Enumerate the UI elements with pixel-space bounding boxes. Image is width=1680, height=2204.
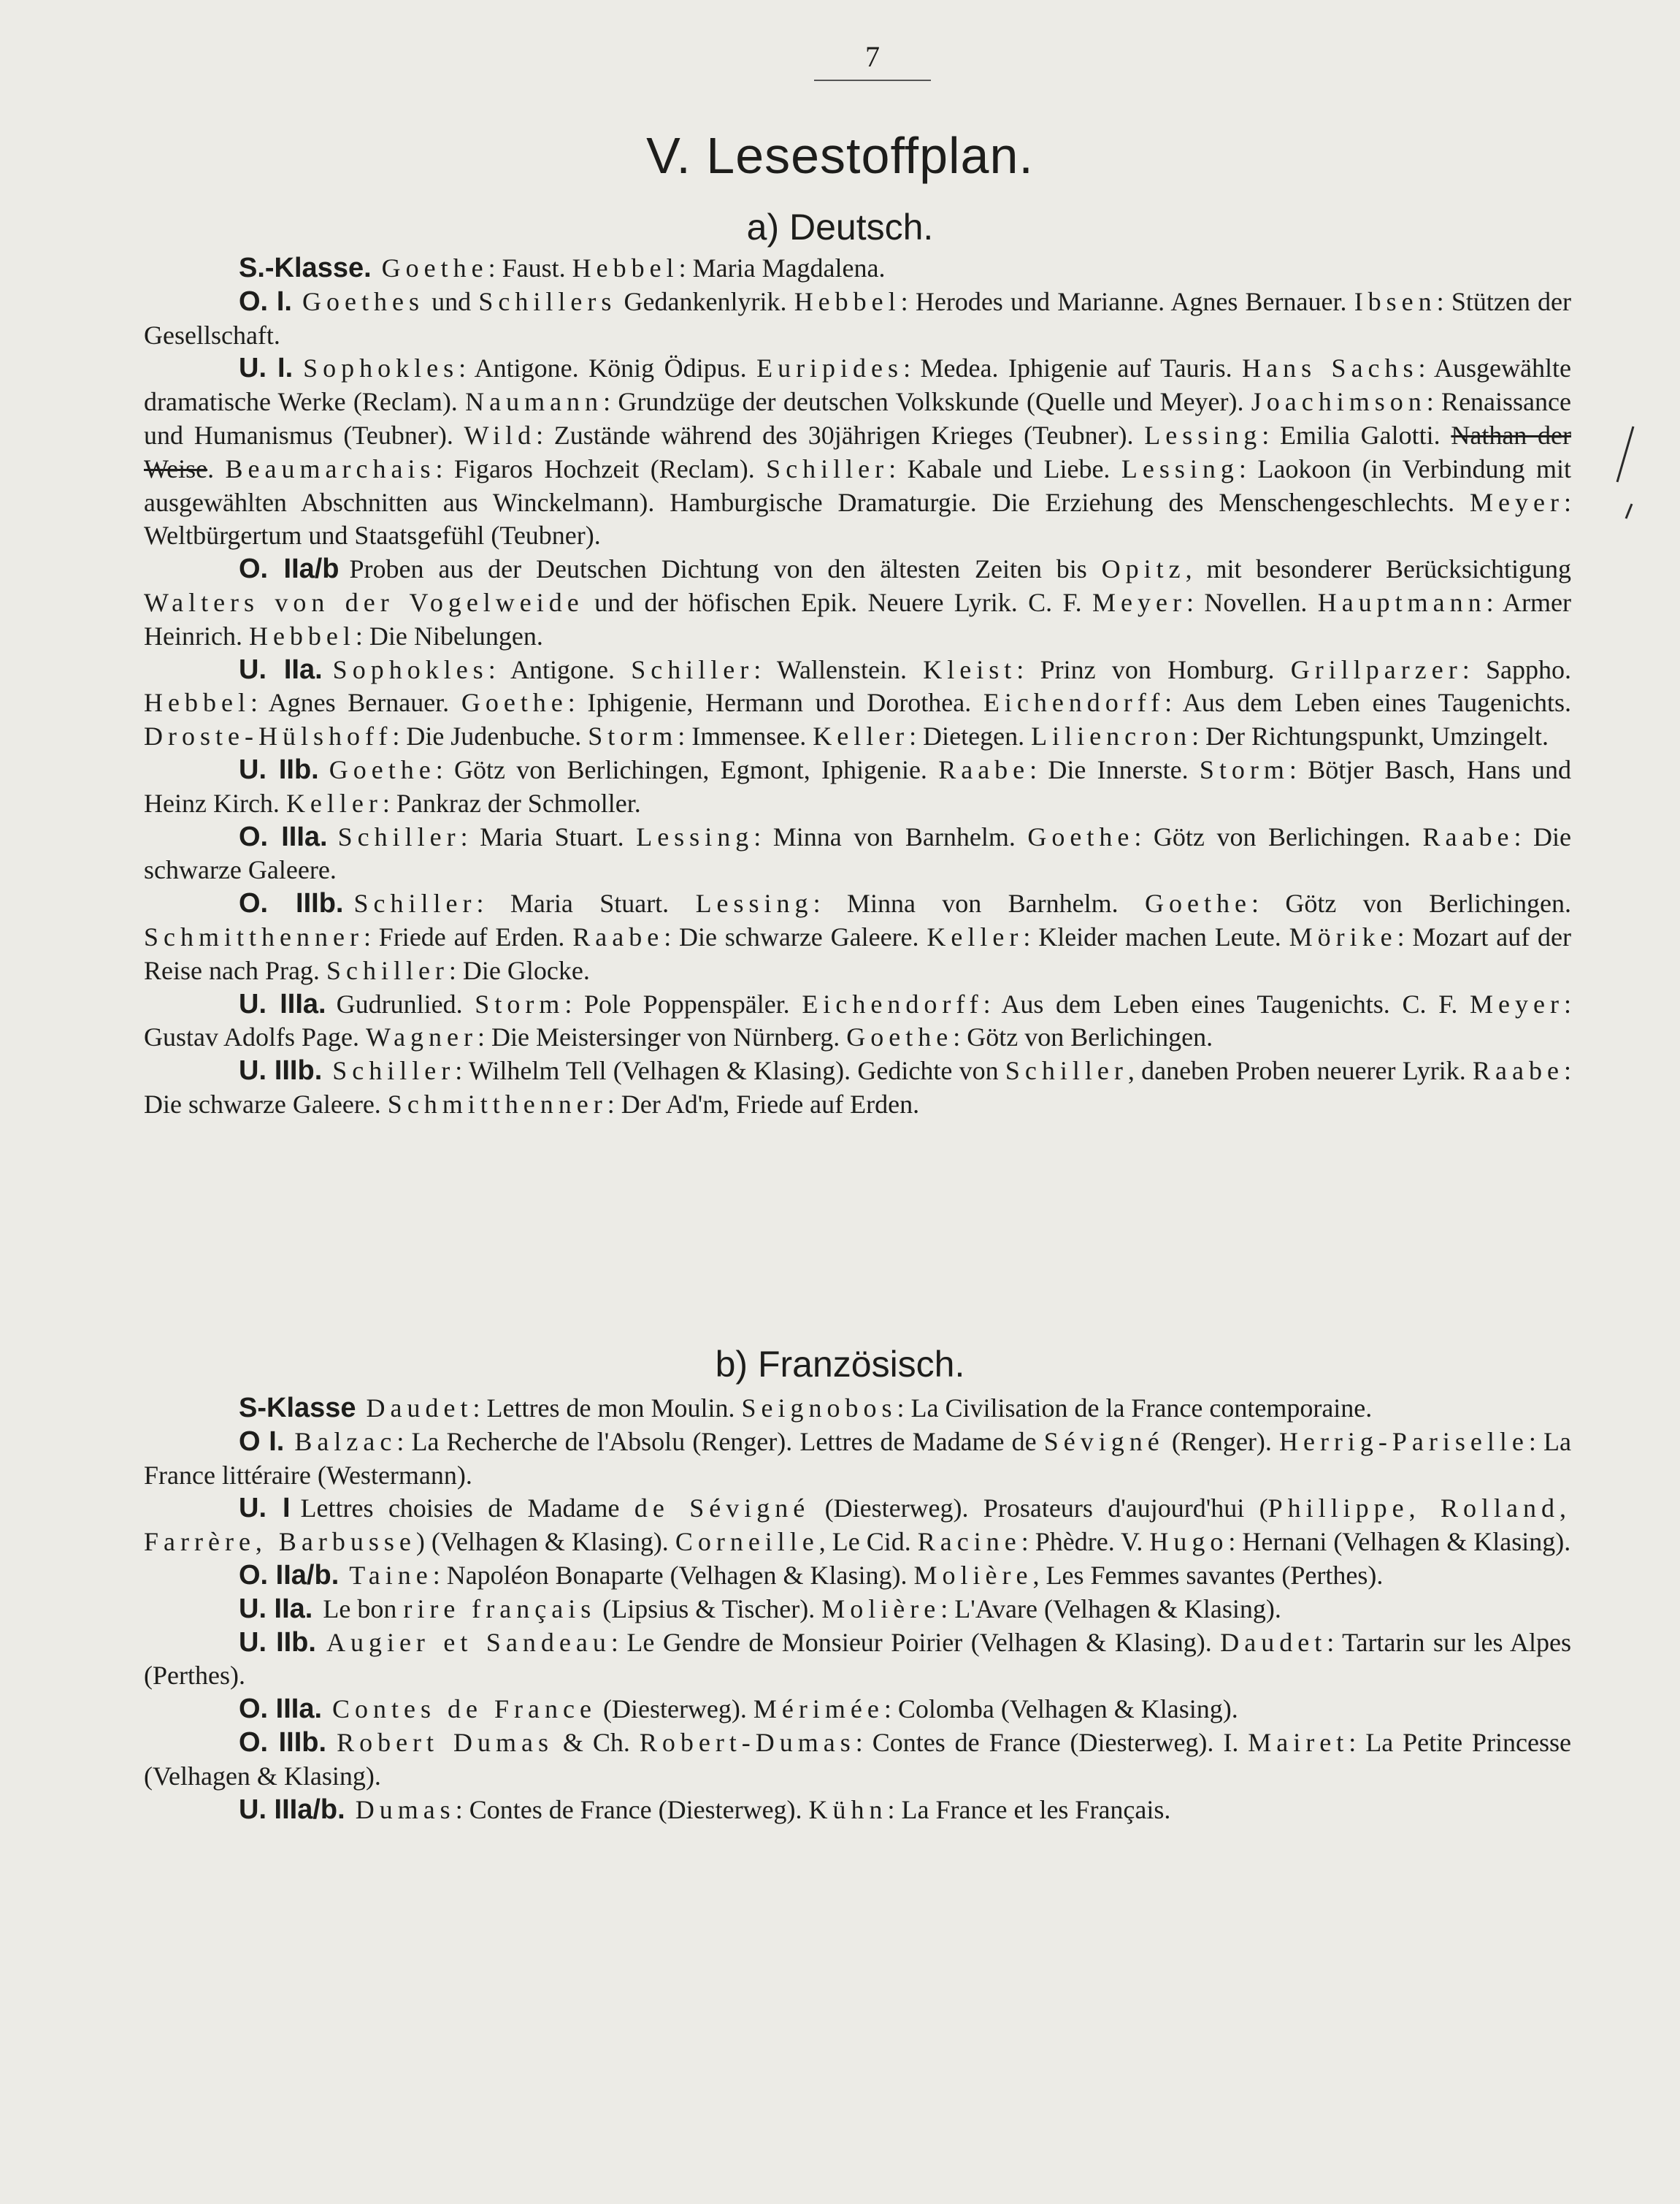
entry-paragraph xyxy=(144,1794,1571,1827)
entry-text: : Götz von Berlichingen. xyxy=(953,1022,1213,1052)
handwritten-margin-mark xyxy=(1603,424,1646,555)
author-name: Schiller xyxy=(353,889,477,919)
author-name: Seignobos xyxy=(741,1393,897,1423)
author-name: Droste-Hülshoff xyxy=(144,722,393,751)
class-level-label: O I. xyxy=(239,1426,285,1457)
entry-paragraph xyxy=(144,352,1571,553)
entry-text: : Figaros Hochzeit (Reclam). xyxy=(435,454,767,483)
author-name: Lessing xyxy=(636,822,754,852)
entry-text: , daneben Proben neuerer Lyrik. xyxy=(1127,1056,1473,1086)
author-name: Schmitthenner xyxy=(387,1089,607,1119)
author-name: Eichendorff xyxy=(802,989,983,1019)
author-name: Schiller xyxy=(766,454,889,483)
entry-text: : Armer Heinrich. xyxy=(144,587,1572,651)
entry-text: : La France littéraire (Westermann). xyxy=(144,1426,1571,1490)
author-name: Euripides xyxy=(756,353,904,383)
author-name: Goethe xyxy=(1027,822,1135,852)
class-level-label: U. IIIa/b. xyxy=(239,1794,345,1825)
entry-text: : Der Ad'm, Friede auf Erden. xyxy=(607,1089,920,1119)
entry-text: : Contes de France (Diesterweg). xyxy=(455,1794,809,1824)
entry-text: : Le Gendre de Monsieur Poirier (Velhagen & Klasing). xyxy=(610,1627,1221,1657)
author-name: Sophokles xyxy=(332,654,488,684)
entry-text: : Contes de France (Diesterweg). I. xyxy=(855,1727,1249,1757)
entry-paragraph xyxy=(144,821,1571,888)
entry-text: und der höfischen Epik. Neuere Lyrik. C. F. xyxy=(583,587,1093,617)
author-name: Hebbel xyxy=(248,621,356,651)
section-franzoesisch-body xyxy=(144,1392,1571,1826)
author-name: Ibsen xyxy=(1354,286,1437,316)
author-name: Hugo xyxy=(1149,1527,1229,1557)
author-name: Hauptmann xyxy=(1317,587,1487,617)
author-name: Taine xyxy=(349,1560,433,1590)
entry-text: , Le Cid. xyxy=(818,1527,918,1557)
class-level-label: U. I. xyxy=(239,353,294,384)
author-name: rire français xyxy=(403,1593,597,1623)
entry-text: : Götz von Berlichingen, Egmont, Iphigenie. xyxy=(435,754,939,784)
class-level-label: O. IIIa. xyxy=(239,1694,323,1725)
author-name: Augier et Sandeau xyxy=(326,1627,611,1657)
entry-text: Gedankenlyrik. xyxy=(616,286,794,316)
class-level-label: O. IIa/b xyxy=(239,554,340,585)
entry-text: , Les Femmes savantes (Perthes). xyxy=(1032,1560,1384,1590)
entry-text: (Diesterweg). Prosateurs d'aujourd'hui ( xyxy=(810,1493,1268,1523)
entry-text: Le bon xyxy=(323,1593,404,1623)
entry-paragraph xyxy=(144,754,1571,821)
entry-text: : La Petite Princesse (Velhagen & Klasing). xyxy=(144,1727,1572,1791)
entry-text: : Antigone. König Ödipus. xyxy=(459,353,757,383)
author-name: Lessing xyxy=(1144,420,1262,450)
author-name: Goethe xyxy=(846,1022,954,1052)
class-level-label: U. IIb. xyxy=(239,754,319,785)
entry-text: Proben aus der Deutschen Dichtung von den ältesten Zeiten bis xyxy=(349,554,1102,584)
author-name: Corneille xyxy=(675,1527,819,1557)
entry-text: : Novellen. xyxy=(1186,587,1318,617)
entry-paragraph xyxy=(144,1055,1571,1122)
entry-text: , mit besonderer Berücksichtigung xyxy=(1185,554,1571,584)
entry-paragraph xyxy=(144,1392,1571,1426)
entry-text: : La France et les Français. xyxy=(887,1794,1171,1824)
entry-text: : Dietegen. xyxy=(909,722,1032,751)
entry-paragraph xyxy=(144,1492,1571,1559)
entry-paragraph xyxy=(144,286,1571,353)
author-name: Beaumarchais xyxy=(225,454,436,483)
section-heading-franzoesisch: b) Französisch. xyxy=(715,1344,965,1385)
entry-text: : Weltbürgertum und Staatsgefühl (Teubner). xyxy=(144,487,1571,551)
author-name: Goethe xyxy=(329,754,436,784)
author-name: Raabe xyxy=(572,922,664,952)
section-deutsch-body xyxy=(144,252,1571,1122)
entry-text: : Minna von Barnhelm. xyxy=(753,822,1028,852)
entry-text: : Iphigenie, Hermann und Dorothea. xyxy=(567,688,983,718)
author-name: Meyer xyxy=(1092,587,1186,617)
author-name: Hans Sachs xyxy=(1242,353,1419,383)
author-name: Balzac xyxy=(294,1426,397,1456)
entry-text: : Maria Stuart. xyxy=(460,822,637,852)
author-name: Schiller xyxy=(631,654,754,684)
entry-paragraph xyxy=(144,887,1571,987)
entry-text: : Aus dem Leben eines Taugenichts. C. F. xyxy=(983,989,1470,1019)
entry-text: Lettres choisies de Madame xyxy=(300,1493,634,1523)
author-name: Robert-Dumas xyxy=(639,1727,856,1757)
author-name: Keller xyxy=(285,788,383,818)
entry-text: : Die Innerste. xyxy=(1029,754,1200,784)
author-name: Meyer xyxy=(1470,989,1564,1019)
author-name: Mairet xyxy=(1248,1727,1349,1757)
entry-text: : Gustav Adolfs Page. xyxy=(144,989,1572,1052)
class-level-label: U. IIIa. xyxy=(239,988,326,1019)
entry-text: : Faust. xyxy=(488,253,572,283)
entry-text: : Friede auf Erden. xyxy=(363,922,573,952)
entry-text: : Prinz von Homburg. xyxy=(1016,654,1291,684)
author-name: Phillippe, Rolland, Farrère, Barbusse xyxy=(144,1493,1571,1557)
entry-text: : Ausgewählte dramatische Werke (Reclam). xyxy=(144,353,1571,417)
entry-text: : L'Avare (Velhagen & Klasing). xyxy=(940,1593,1281,1623)
entry-text: : Agnes Bernauer. xyxy=(250,688,461,718)
entry-text: : Zustände während des 30jährigen Krieges (Teubner). xyxy=(536,420,1145,450)
entry-text: : Minna von Barnhelm. xyxy=(813,889,1146,919)
entry-text: : Grundzüge der deutschen Volkskunde (Quelle und Meyer). xyxy=(603,387,1251,417)
entry-paragraph xyxy=(144,1626,1571,1694)
class-level-label: O. IIIb. xyxy=(239,888,344,919)
author-name: Meyer xyxy=(1470,487,1564,517)
entry-text: : Hernani (Velhagen & Klasing). xyxy=(1228,1527,1571,1557)
author-name: Lessing xyxy=(1121,454,1239,483)
author-name: Eichendorff xyxy=(983,688,1165,718)
author-name: Schiller xyxy=(332,1056,456,1086)
entry-text: : Wilhelm Tell (Velhagen & Klasing). Gedichte von xyxy=(455,1056,1005,1086)
author-name: Contes de France xyxy=(332,1694,597,1724)
entry-text: : Wallenstein. xyxy=(753,654,924,684)
entry-text: : Colomba (Velhagen & Klasing). xyxy=(883,1694,1238,1724)
entry-text: : Pankraz der Schmoller. xyxy=(382,788,641,818)
entry-text: . xyxy=(207,454,226,483)
author-name: Lessing xyxy=(695,889,813,919)
author-name: Storm xyxy=(475,989,565,1019)
author-name: Schiller xyxy=(1005,1056,1128,1086)
page-title: V. Lesestoffplan. xyxy=(646,127,1034,184)
author-name: Keller xyxy=(927,922,1024,952)
author-name: Joachimson xyxy=(1251,387,1427,417)
author-name: Storm xyxy=(588,722,678,751)
entry-text: : Die Meistersinger von Nürnberg. xyxy=(477,1022,847,1052)
class-level-label: O. IIIb. xyxy=(239,1726,327,1758)
author-name: Raabe xyxy=(938,754,1030,784)
author-name: Hebbel xyxy=(572,253,679,283)
entry-text: : Die schwarze Galeere. xyxy=(144,1056,1571,1119)
class-level-label: U. IIa. xyxy=(239,654,323,685)
class-level-label: O. IIa/b. xyxy=(239,1559,340,1591)
author-name: Wild xyxy=(464,420,537,450)
page-number: 7 xyxy=(865,40,880,73)
class-level-label: O. IIIa. xyxy=(239,821,328,852)
class-level-label: U. IIIb. xyxy=(239,1055,323,1087)
author-name: Goethe xyxy=(1145,889,1251,919)
entry-text: : Der Richtungspunkt, Umzingelt. xyxy=(1192,722,1549,751)
class-level-label: S-Klasse xyxy=(239,1393,356,1423)
author-name: Hebbel xyxy=(794,286,901,316)
entry-text: : Antigone. xyxy=(488,654,632,684)
entry-paragraph xyxy=(144,252,1571,286)
entry-paragraph xyxy=(144,654,1571,754)
class-level-label: O. I. xyxy=(239,286,292,317)
entry-text: : Aus dem Leben eines Taugenichts. xyxy=(1165,688,1571,718)
entry-paragraph xyxy=(144,1593,1571,1626)
entry-paragraph xyxy=(144,988,1571,1055)
entry-text: : Mozart auf der Reise nach Prag. xyxy=(144,922,1571,985)
entry-text: : Napoléon Bonaparte (Velhagen & Klasing). xyxy=(432,1560,914,1590)
author-name: Molière xyxy=(913,1560,1033,1590)
entry-text: : Kleider machen Leute. xyxy=(1023,922,1289,952)
author-name: Goethe xyxy=(381,253,488,283)
entry-text: : Sappho. xyxy=(1462,654,1571,684)
entry-text: : Kabale und Liebe. xyxy=(889,454,1121,483)
entry-paragraph xyxy=(144,553,1571,653)
entry-text: : Emilia Galotti. xyxy=(1262,420,1451,450)
class-level-label: U. IIa. xyxy=(239,1593,313,1624)
author-name: Goethe xyxy=(461,688,568,718)
author-name: Schiller xyxy=(326,955,449,985)
entry-text: ) (Velhagen & Klasing). xyxy=(415,1527,675,1557)
author-name: Kühn xyxy=(808,1794,888,1824)
author-name: Naumann xyxy=(465,387,604,417)
entry-text: : Laokoon (in Verbindung mit ausgewählten Abschnitten aus Winckelmann). Hamburgische Dramaturgie. Die Erziehung des Menschengeschlechts. xyxy=(144,454,1572,517)
entry-text: : Stützen der Gesellschaft. xyxy=(144,286,1572,350)
author-name: Daudet xyxy=(1220,1627,1327,1657)
author-name: Kleist xyxy=(923,654,1017,684)
author-name: Schmitthenner xyxy=(144,922,364,952)
author-name: Schiller xyxy=(337,822,461,852)
entry-text: : Tartarin sur les Alpes (Perthes). xyxy=(144,1627,1571,1691)
entry-text: : Götz von Berlichingen. xyxy=(1134,822,1423,852)
entry-paragraph xyxy=(144,1726,1571,1794)
entry-text: & Ch. xyxy=(553,1727,640,1757)
entry-text: : Medea. Iphigenie auf Tauris. xyxy=(903,353,1243,383)
struck-title: Nathan der Weise xyxy=(144,420,1571,483)
entry-text: und xyxy=(423,286,479,316)
entry-text: : Die Nibelungen. xyxy=(355,621,543,651)
author-name: de Sévigné xyxy=(634,1493,810,1523)
author-name: Sévigné xyxy=(1043,1426,1165,1456)
entry-text: (Diesterweg). xyxy=(596,1694,753,1724)
entry-paragraph xyxy=(144,1693,1571,1726)
entry-text: : Lettres de mon Moulin. xyxy=(472,1393,742,1423)
entry-text: : Renaissance und Humanismus (Teubner). xyxy=(144,387,1571,450)
entry-text: : Bötjer Basch, Hans und Heinz Kirch. xyxy=(144,754,1571,818)
author-name: Walters von der Vogelweide xyxy=(144,587,584,617)
author-name: Storm xyxy=(1199,754,1289,784)
entry-text: : Pole Poppenspäler. xyxy=(564,989,802,1019)
entry-text: : La Civilisation de la France contemporaine. xyxy=(897,1393,1373,1423)
author-name: Sophokles xyxy=(303,353,459,383)
entry-text: : Herodes und Marianne. Agnes Bernauer. xyxy=(900,286,1354,316)
author-name: Molière xyxy=(821,1593,941,1623)
author-name: Grillparzer xyxy=(1290,654,1462,684)
entry-text: : Götz von Berlichingen. xyxy=(1251,889,1572,919)
class-level-label: U. IIb. xyxy=(239,1626,316,1658)
entry-text: (Renger). xyxy=(1164,1426,1279,1456)
entry-text: Gudrunlied. xyxy=(336,989,475,1019)
page-number-rule xyxy=(814,80,931,81)
entry-paragraph xyxy=(144,1426,1571,1493)
author-name: Raabe xyxy=(1422,822,1514,852)
author-name: Opitz xyxy=(1101,554,1186,584)
author-name: Schillers xyxy=(478,286,617,316)
author-name: Dumas xyxy=(355,1794,456,1824)
author-name: Goethes xyxy=(302,286,424,316)
entry-text: : Immensee. xyxy=(678,722,813,751)
author-name: Herrig-Pariselle xyxy=(1278,1426,1529,1456)
author-name: Raabe xyxy=(1473,1056,1564,1086)
author-name: Mörike xyxy=(1289,922,1397,952)
entry-paragraph xyxy=(144,1559,1571,1593)
entry-text: : Die Glocke. xyxy=(448,955,590,985)
author-name: Daudet xyxy=(366,1393,473,1423)
entry-text: : Maria Stuart. xyxy=(476,889,696,919)
author-name: Robert Dumas xyxy=(337,1727,553,1757)
author-name: Mérimée xyxy=(753,1694,884,1724)
section-heading-deutsch: a) Deutsch. xyxy=(746,207,934,248)
entry-text: : Phèdre. V. xyxy=(1021,1527,1150,1557)
entry-text: : Maria Magdalena. xyxy=(678,253,886,283)
class-level-label: S.-Klasse. xyxy=(239,253,372,283)
author-name: Liliencron xyxy=(1031,722,1192,751)
entry-text: : La Recherche de l'Absolu (Renger). Lettres de Madame de xyxy=(396,1426,1044,1456)
class-level-label: U. I xyxy=(239,1493,291,1524)
entry-text: : Die Judenbuche. xyxy=(392,722,588,751)
author-name: Keller xyxy=(813,722,910,751)
entry-text: (Lipsius & Tischer). xyxy=(596,1593,822,1623)
entry-text: : Die schwarze Galeere. xyxy=(664,922,927,952)
author-name: Racine xyxy=(917,1527,1021,1557)
entry-text: : Die schwarze Galeere. xyxy=(144,822,1572,885)
author-name: Wagner xyxy=(365,1022,478,1052)
author-name: Hebbel xyxy=(144,688,250,718)
